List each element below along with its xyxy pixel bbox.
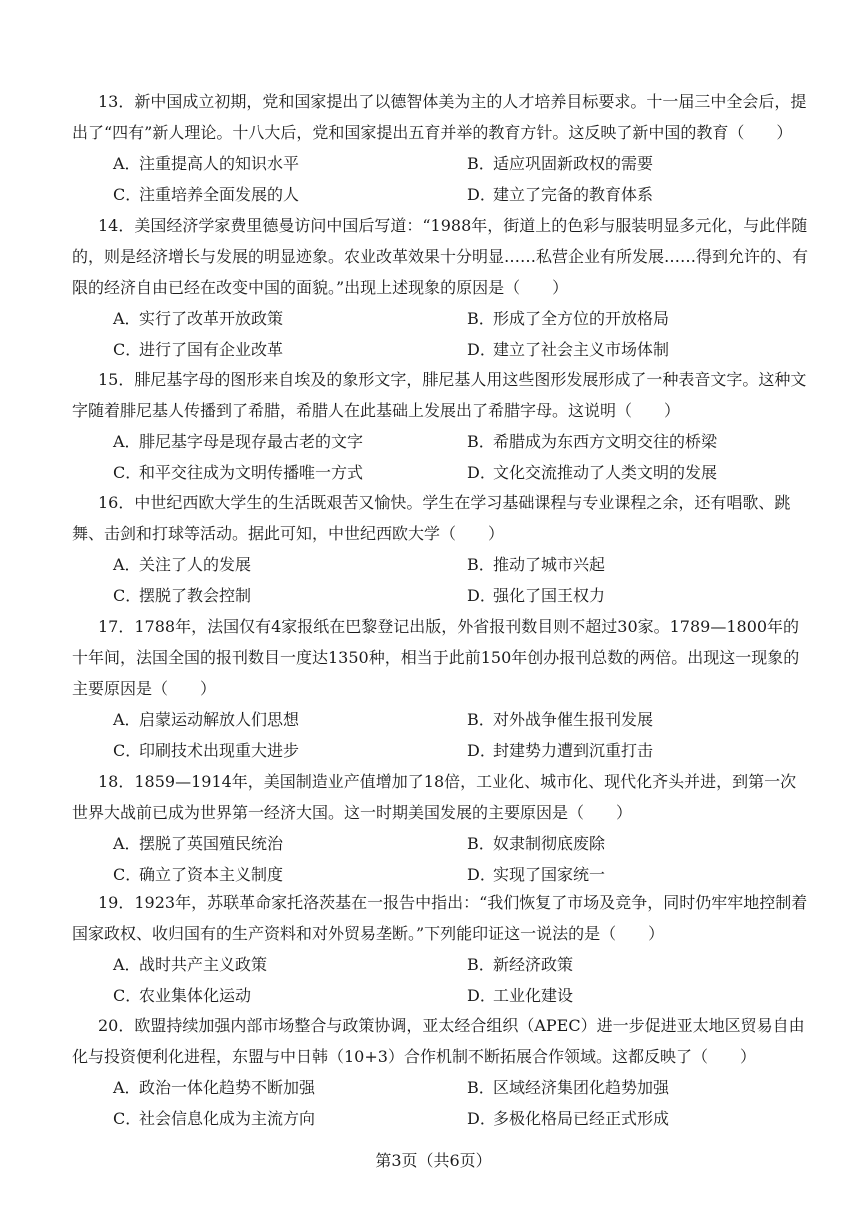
option-a: A．实行了改革开放政策 (113, 309, 284, 328)
question-stem: 19．1923年，苏联革命家托洛茨基在一报告中指出：“我们恢复了市场及竞争，同时仍牢牢地控制着国家政权、收归国有的生产资料和对外贸易垄断。”下列能印证这一说法的是（ ） (72, 893, 808, 943)
question-stem: 20．欧盟持续加强内部市场整合与政策协调，亚太经合组织（APEC）进一步促进亚太地区贸易自由化与投资便利化进程，东盟与中日韩（10+3）合作机制不断拓展合作领域。这都反映了（ ） (72, 1016, 805, 1066)
option-b: B．适应巩固新政权的需要 (467, 154, 654, 173)
option-b: B．形成了全方位的开放格局 (467, 309, 670, 328)
option-a: A．政治一体化趋势不断加强 (113, 1078, 316, 1097)
option-b: B．希腊成为东西方文明交往的桥梁 (467, 432, 718, 451)
option-b: B．区域经济集团化趋势加强 (467, 1078, 670, 1097)
option-c: C．社会信息化成为主流方向 (113, 1109, 316, 1128)
option-b: B．奴隶制彻底废除 (467, 834, 606, 853)
option-d: D．多极化格局已经正式形成 (467, 1109, 670, 1128)
option-c: C．和平交往成为文明传播唯一方式 (113, 463, 364, 482)
option-a: A．注重提高人的知识水平 (113, 154, 300, 173)
question-stem: 14．美国经济学家费里德曼访问中国后写道：“1988年，街道上的色彩与服装明显多元化，与此伴随的，则是经济增长与发展的明显迹象。农业改革效果十分明显……私营企业有所发展……得到允许的、有限的经济自由已经在改变中国的面貌。”出现上述现象的原因是（ ） (72, 216, 809, 297)
question-20 (72, 1010, 812, 1134)
option-a: A．关注了人的发展 (113, 555, 252, 574)
question-14 (72, 210, 812, 365)
question-stem: 16．中世纪西欧大学生的生活既艰苦又愉快。学生在学习基础课程与专业课程之余，还有唱歌、跳舞、击剑和打球等活动。据此可知，中世纪西欧大学（ ） (72, 493, 791, 543)
question-18 (72, 766, 812, 890)
question-17 (72, 611, 812, 766)
option-d: D．文化交流推动了人类文明的发展 (467, 463, 718, 482)
option-b: B．新经济政策 (467, 955, 574, 974)
option-d: D．实现了国家统一 (467, 865, 606, 884)
option-a: A．启蒙运动解放人们思想 (113, 710, 300, 729)
page-number-footer: 第3页（共6页） (375, 1151, 492, 1170)
option-d: D．封建势力遭到沉重打击 (467, 741, 654, 760)
option-c: C．印刷技术出现重大进步 (113, 741, 300, 760)
option-d: D．建立了完备的教育体系 (467, 185, 654, 204)
option-a: A．战时共产主义政策 (113, 955, 268, 974)
question-stem: 13．新中国成立初期，党和国家提出了以德智体美为主的人才培养目标要求。十一届三中全会后，提出了“四有”新人理论。十八大后，党和国家提出五育并举的教育方针。这反映了新中国的教育（ ） (72, 92, 807, 142)
question-15 (72, 364, 812, 488)
option-c: C．摆脱了教会控制 (113, 586, 252, 605)
option-b: B．推动了城市兴起 (467, 555, 606, 574)
question-16 (72, 487, 812, 611)
option-b: B．对外战争催生报刊发展 (467, 710, 654, 729)
option-c: C．注重培养全面发展的人 (113, 185, 300, 204)
option-d: D．建立了社会主义市场体制 (467, 340, 670, 359)
question-stem: 15．腓尼基字母的图形来自埃及的象形文字，腓尼基人用这些图形发展形成了一种表音文字。这种文字随着腓尼基人传播到了希腊，希腊人在此基础上发展出了希腊字母。这说明（ ） (72, 370, 807, 420)
question-stem: 18．1859—1914年，美国制造业产值增加了18倍，工业化、城市化、现代化齐头并进，到第一次世界大战前已成为世界第一经济大国。这一时期美国发展的主要原因是（ ） (72, 772, 797, 822)
option-c: C．确立了资本主义制度 (113, 865, 284, 884)
question-stem: 17．1788年，法国仅有4家报纸在巴黎登记出版，外省报刊数目则不超过30家。1789—1800年的十年间，法国全国的报刊数目一度达1350种，相当于此前150年创办报刊总数的两倍。出现这一现象的主要原因是（ ） (72, 617, 800, 698)
option-c: C．进行了国有企业改革 (113, 340, 284, 359)
option-d: D．工业化建设 (467, 986, 574, 1005)
option-a: A．摆脱了英国殖民统治 (113, 834, 284, 853)
option-c: C．农业集体化运动 (113, 986, 252, 1005)
question-19 (72, 887, 812, 1011)
option-d: D．强化了国王权力 (467, 586, 606, 605)
question-13 (72, 86, 812, 210)
option-a: A．腓尼基字母是现存最古老的文字 (113, 432, 364, 451)
